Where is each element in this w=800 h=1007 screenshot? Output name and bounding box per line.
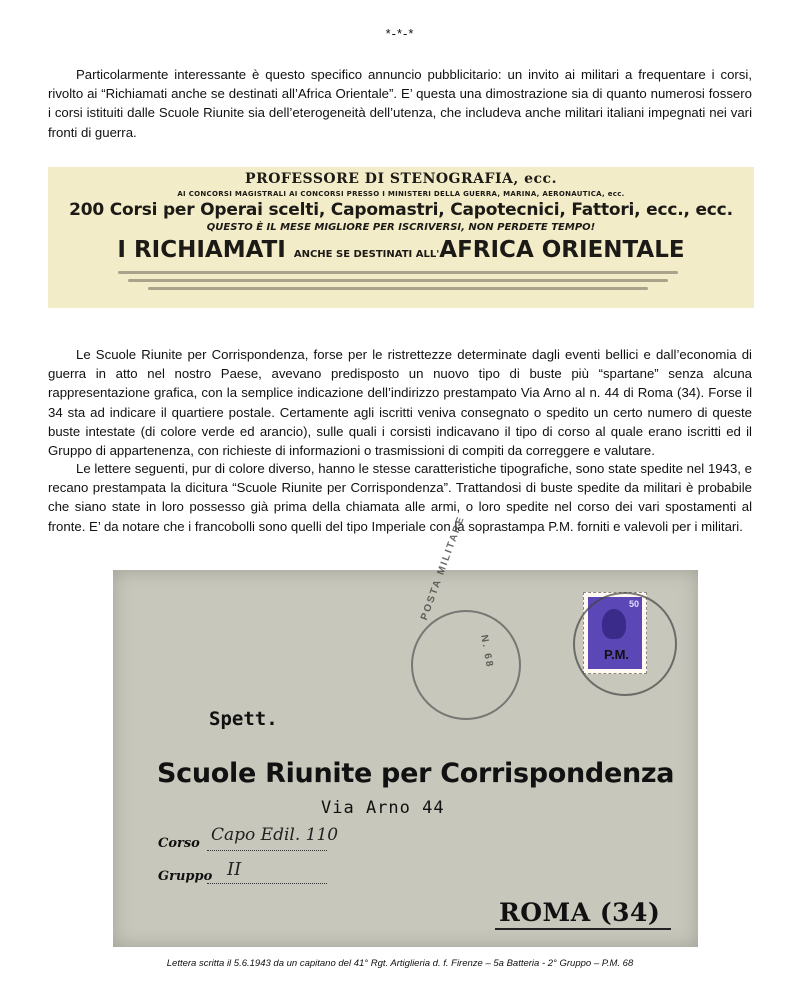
ad-line-mese: QUESTO È IL MESE MIGLIORE PER ISCRIVERSI, NON PERDETE TEMPO! — [206, 222, 596, 233]
gruppo-label: Gruppo — [158, 869, 213, 884]
ad-smudged-text — [148, 287, 648, 290]
paragraph-buste: Le Scuole Riunite per Corrispondenza, forse per le ristrettezze determinate dagli eventi bellici e dall’economia di guerra in atto nel nostro Paese, avevano predisposto un nuovo tipo di buste più “spartane” senza alcuna rappresentazione grafica, con la semplice indicazione dell’indirizzo prestampato Via Arno al n. 44 di Roma (34). Forse il 34 sta ad indicare il quartiere postale. Certamente agli iscritti veniva consegnato o spedito un certo numero di queste buste intestate (di colore verde ed arancio), sulle quali i corsisti indicavano il tipo di corso al quale erano iscritti ed il Gruppo di appartenenza, con richieste di informazioni o trasmissioni di compiti da correggere e valutare. — [48, 347, 752, 459]
corso-dotted-line — [207, 850, 327, 851]
ad-smudged-text — [118, 271, 678, 274]
corso-handwriting: Capo Edil. 110 — [211, 825, 339, 845]
envelope-photo — [113, 514, 698, 947]
envelope-city: ROMA (34) — [499, 898, 661, 927]
gruppo-dotted-line — [207, 883, 327, 884]
stamp-value: 50 — [628, 599, 639, 609]
postmark-label: POSTA MILITARE — [419, 514, 468, 622]
envelope-company: Scuole Riunite per Corrispondenza — [157, 758, 675, 789]
envelope-salutation: Spett. — [209, 708, 278, 730]
postmark-right — [573, 592, 677, 696]
stamp-overprint: P.M. — [604, 647, 630, 662]
ad-line-concorsi: AI CONCORSI MAGISTRALI AI CONCORSI PRESSO I MINISTERI DELLA GUERRA, MARINA, AERONAUTICA, ecc. — [177, 190, 625, 198]
corso-label: Corso — [158, 836, 200, 851]
paragraph-intro: Particolarmente interessante è questo specifico annuncio pubblicitario: un invito ai militari a frequentare i corsi, rivolto ai “Richiamati anche se destinati all’Africa Orientale”. E’ questa una dimostrazione sia di quanto numerosi fossero i corsi istituiti dalle Scuole Riunite sia dell’eterogeneità dell’utenza, che includeva anche militari italiani impegnati nei vari fronti di guerra. — [48, 67, 752, 140]
advertisement-clipping — [48, 167, 754, 308]
section-separator: *-*-* — [385, 26, 415, 41]
envelope-address: Via Arno 44 — [321, 798, 445, 818]
envelope-caption: Lettera scritta il 5.6.1943 da un capitano del 41° Rgt. Artiglieria d. f. Firenze – 5a Batteria - 2° Gruppo – P.M. 68 — [166, 958, 634, 969]
postmark-number: N. 68 — [478, 634, 495, 670]
gruppo-handwriting: II — [227, 859, 242, 880]
ad-line-richiamati — [48, 237, 754, 263]
ad-smudged-text — [128, 279, 668, 282]
ad-richiamati: I RICHIAMATI — [117, 237, 286, 263]
city-underline — [495, 928, 671, 930]
paragraph-lettere: Le lettere seguenti, pur di colore diverso, hanno le stesse caratteristiche tipografiche, sono state spedite nel 1943, e recano prestampata la dicitura “Scuole Riunite per Corrispondenza”. Trattandosi di buste spedite da militari è probabile che siano state in loro possesso già prima della chiamata alle armi, o loro spedite nel corso dei vari spostamenti al fronte. E’ da notare che i francobolli sono quelli del tipo Imperiale con la soprastampa P.M. forniti e valevoli per i militari. — [48, 461, 752, 534]
ad-africa: AFRICA ORIENTALE — [439, 237, 685, 263]
ad-line-200-corsi: 200 Corsi per Operai scelti, Capomastri, Capotecnici, Fattori, ecc., ecc. — [69, 200, 733, 220]
ad-anche-se: ANCHE SE DESTINATI ALL' — [293, 249, 440, 260]
postmark-left — [411, 610, 521, 720]
ad-line-professor: PROFESSORE DI STENOGRAFIA, ecc. — [245, 171, 557, 187]
